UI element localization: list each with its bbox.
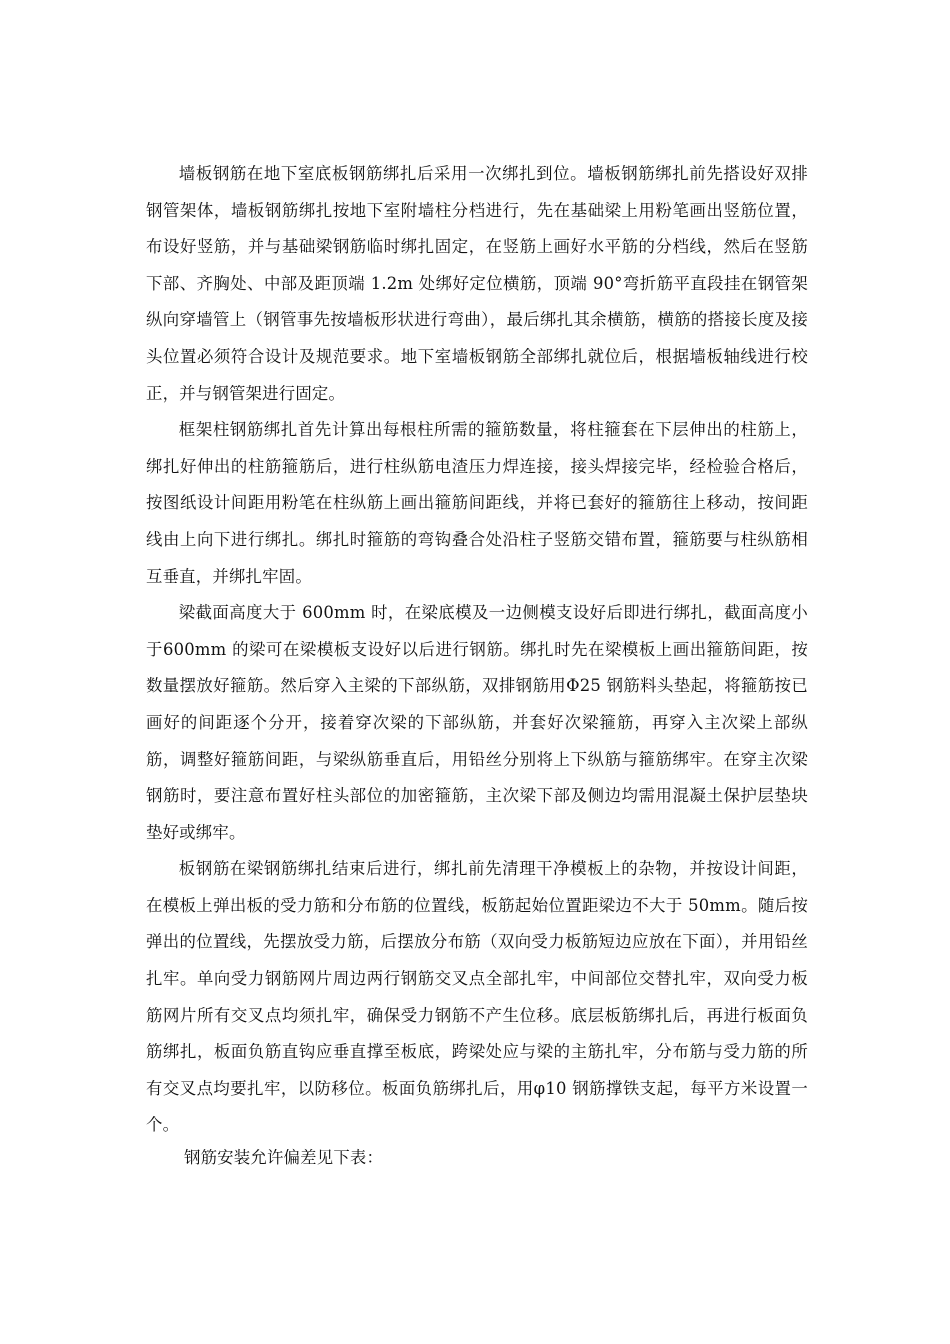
- document-body: [146, 156, 808, 1172]
- table-caption: 钢筋安装允许偏差见下表：: [184, 1148, 384, 1168]
- paragraph-wall-reinforcement: 墙板钢筋在地下室底板钢筋绑扎后采用一次绑扎到位。墙板钢筋绑扎前先搭设好双排钢管架体，墙板钢筋绑扎按地下室附墙柱分档进行，先在基础梁上用粉笔画出竖筋位置，布设好竖筋，并与基础梁钢筋临时绑扎固定，在竖筋上画好水平筋的分档线，然后在竖筋下部、齐胸处、中部及距顶端 1.2m 处绑好定位横筋，顶端 90°弯折筋平直段挂在钢管架纵向穿墙管上（钢管事先按墙板形状进行弯曲），最后绑扎其余横筋，横筋的搭接长度及接头位置必须符合设计及规范要求。地下室墙板钢筋全部绑扎就位后，根据墙板轴线进行校正，并与钢管架进行固定。: [146, 164, 808, 403]
- paragraph-beam-reinforcement: 梁截面高度大于 600mm 时，在梁底模及一边侧模支设好后即进行绑扎，截面高度小于600mm 的梁可在梁模板支设好以后进行钢筋。绑扎时先在梁模板上画出箍筋间距，按数量摆放好箍筋。然后穿入主梁的下部纵筋，双排钢筋用Φ25 钢筋料头垫起，将箍筋按已画好的间距逐个分开，接着穿次梁的下部纵筋，并套好次梁箍筋，再穿入主次梁上部纵筋，调整好箍筋间距，与梁纵筋垂直后，用铅丝分别将上下纵筋与箍筋绑牢。在穿主次梁钢筋时，要注意布置好柱头部位的加密箍筋，主次梁下部及侧边均需用混凝土保护层垫块垫好或绑牢。: [146, 603, 808, 842]
- paragraph-slab-reinforcement: 板钢筋在梁钢筋绑扎结束后进行，绑扎前先清理干净模板上的杂物，并按设计间距，在模板上弹出板的受力筋和分布筋的位置线，板筋起始位置距梁边不大于 50mm。随后按弹出的位置线，先摆放受力筋，后摆放分布筋（双向受力板筋短边应放在下面），并用铅丝扎牢。单向受力钢筋网片周边两行钢筋交叉点全部扎牢，中间部位交替扎牢，双向受力板筋网片所有交叉点均须扎牢，确保受力钢筋不产生位移。底层板筋绑扎后，再进行板面负筋绑扎，板面负筋直钩应垂直撑至板底，跨梁处应与梁的主筋扎牢，分布筋与受力筋的所有交叉点均要扎牢，以防移位。板面负筋绑扎后，用φ10 钢筋撑铁支起，每平方米设置一个。: [146, 859, 808, 1135]
- paragraph-column-reinforcement: 框架柱钢筋绑扎首先计算出每根柱所需的箍筋数量，将柱箍套在下层伸出的柱筋上，绑扎好伸出的柱筋箍筋后，进行柱纵筋电渣压力焊连接，接头焊接完毕，经检验合格后，按图纸设计间距用粉笔在柱纵筋上画出箍筋间距线，并将已套好的箍筋往上移动，按间距线由上向下进行绑扎。绑扎时箍筋的弯钩叠合处沿柱子竖筋交错布置，箍筋要与柱纵筋相互垂直，并绑扎牢固。: [146, 420, 808, 586]
